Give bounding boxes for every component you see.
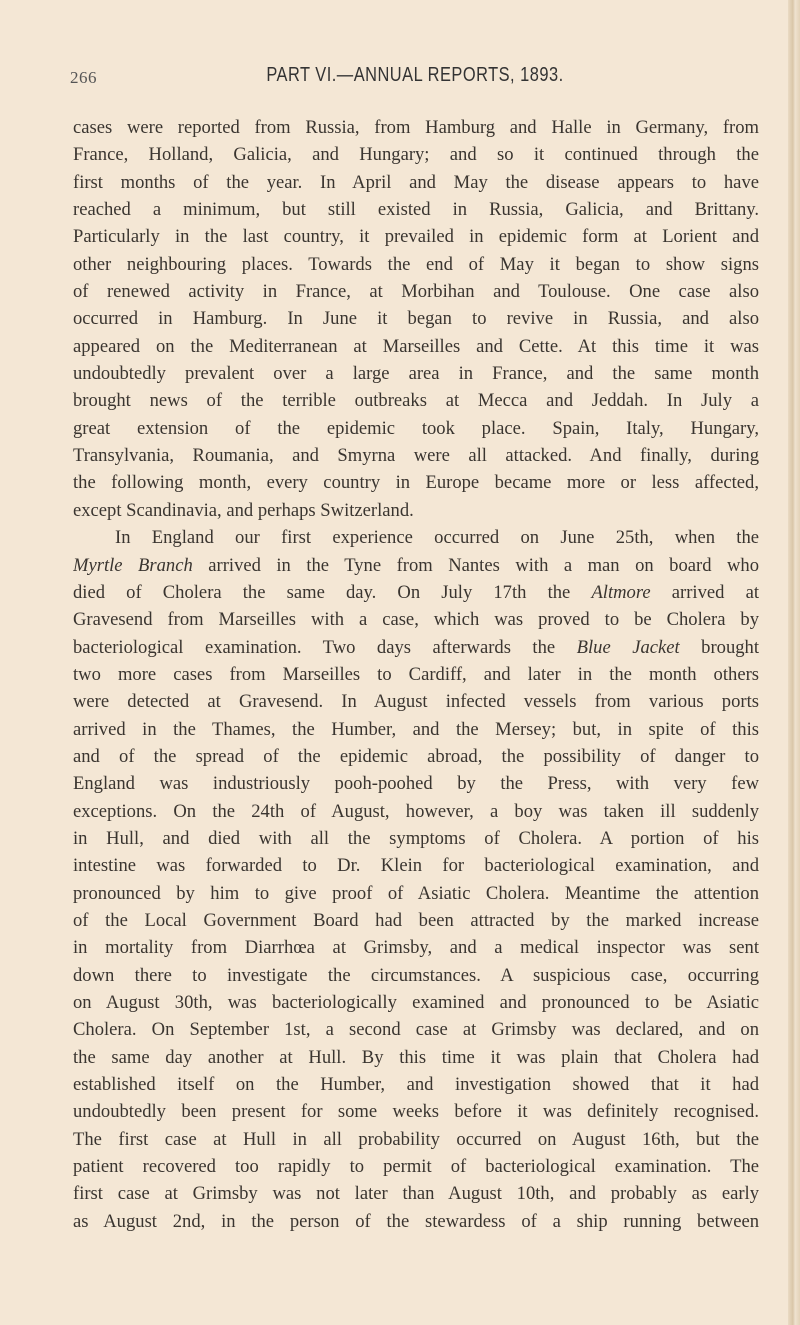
text-line: in Hull, and died with all the symptoms of Cholera. A portion of his bbox=[73, 827, 759, 849]
text-line: France, Holland, Galicia, and Hungary; and so it continued through the bbox=[73, 144, 759, 166]
text-segment: bacteriological examination. Two days afterwards the bbox=[73, 636, 577, 658]
text-line: Cholera. On September 1st, a second case at Grimsby was declared, and on bbox=[73, 1019, 759, 1041]
text-line: brought news of the terrible outbreaks at Mecca and Jeddah. In July a bbox=[73, 390, 759, 412]
text-line: undoubtedly prevalent over a large area in France, and the same month bbox=[73, 363, 759, 385]
text-line: In England our first experience occurred on June 25th, when the bbox=[115, 527, 759, 549]
text-line: first case at Grimsby was not later than August 10th, and probably as early bbox=[73, 1183, 759, 1205]
text-line: undoubtedly been present for some weeks before it was definitely recognised. bbox=[73, 1101, 759, 1123]
text-line: occurred in Hamburg. In June it began to revive in Russia, and also bbox=[73, 308, 759, 330]
text-line: reached a minimum, but still existed in Russia, Galicia, and Brittany. bbox=[73, 199, 759, 221]
text-line: established itself on the Humber, and investigation showed that it had bbox=[73, 1074, 759, 1096]
text-line: England was industriously pooh-poohed by the Press, with very few bbox=[73, 773, 759, 795]
text-segment: died of Cholera the same day. On July 17th the bbox=[73, 581, 592, 603]
text-line: The first case at Hull in all probability occurred on August 16th, but the bbox=[73, 1128, 759, 1150]
running-header bbox=[70, 64, 760, 94]
text-line: appeared on the Mediterranean at Marseilles and Cette. At this time it was bbox=[73, 335, 759, 357]
ship-name: Myrtle Branch bbox=[73, 554, 193, 576]
text-line bbox=[73, 579, 759, 606]
text-line: in mortality from Diarrhœa at Grimsby, and a medical inspector was sent bbox=[73, 937, 759, 959]
text-line: pronounced by him to give proof of Asiatic Cholera. Meantime the attention bbox=[73, 882, 759, 904]
text-line: and of the spread of the epidemic abroad, the possibility of danger to bbox=[73, 745, 759, 767]
text-line: of the Local Government Board had been attracted by the marked increase bbox=[73, 909, 759, 931]
text-line: great extension of the epidemic took place. Spain, Italy, Hungary, bbox=[73, 417, 759, 439]
text-line: Transylvania, Roumania, and Smyrna were all attacked. And finally, during bbox=[73, 445, 759, 467]
text-line: arrived in the Thames, the Humber, and the Mersey; but, in spite of this bbox=[73, 718, 759, 740]
page-edge-shadow bbox=[788, 0, 800, 1325]
ship-name: Blue Jacket bbox=[576, 636, 680, 658]
text-line: Gravesend from Marseilles with a case, which was proved to be Cholera by bbox=[73, 609, 759, 631]
text-line: except Scandinavia, and perhaps Switzerland. bbox=[73, 499, 414, 521]
text-line: exceptions. On the 24th of August, however, a boy was taken ill suddenly bbox=[73, 800, 759, 822]
text-line: the same day another at Hull. By this time it was plain that Cholera had bbox=[73, 1046, 759, 1068]
text-line: two more cases from Marseilles to Cardiff, and later in the month others bbox=[73, 663, 759, 685]
text-line: of renewed activity in France, at Morbihan and Toulouse. One case also bbox=[73, 281, 759, 303]
text-segment: arrived in the Tyne from Nantes with a man on board who bbox=[192, 554, 759, 576]
text-line: first months of the year. In April and May the disease appears to have bbox=[73, 171, 759, 193]
ship-name: Altmore bbox=[591, 581, 651, 603]
text-line: down there to investigate the circumstances. A suspicious case, occurring bbox=[73, 964, 759, 986]
text-line: patient recovered too rapidly to permit of bacteriological examination. The bbox=[73, 1156, 759, 1178]
page-number: 266 bbox=[70, 68, 97, 87]
text-line: intestine was forwarded to Dr. Klein for bacteriological examination, and bbox=[73, 855, 759, 877]
text-line: as August 2nd, in the person of the stewardess of a ship running between bbox=[73, 1210, 759, 1232]
text-line: were detected at Gravesend. In August infected vessels from various ports bbox=[73, 691, 759, 713]
text-line bbox=[73, 552, 759, 579]
text-line: the following month, every country in Europe became more or less affected, bbox=[73, 472, 759, 494]
text-line bbox=[73, 634, 759, 661]
text-line: on August 30th, was bacteriologically examined and pronounced to be Asiatic bbox=[73, 992, 759, 1013]
text-line: cases were reported from Russia, from Hamburg and Halle in Germany, from bbox=[73, 117, 759, 138]
running-title: PART VI.—ANNUAL REPORTS, 1893. bbox=[266, 64, 564, 86]
text-line: other neighbouring places. Towards the end of May it began to show signs bbox=[73, 253, 759, 275]
text-line: Particularly in the last country, it prevailed in epidemic form at Lorient and bbox=[73, 226, 759, 248]
text-segment: arrived at bbox=[650, 581, 759, 603]
body-text bbox=[73, 114, 759, 1235]
text-segment: brought bbox=[679, 636, 759, 658]
